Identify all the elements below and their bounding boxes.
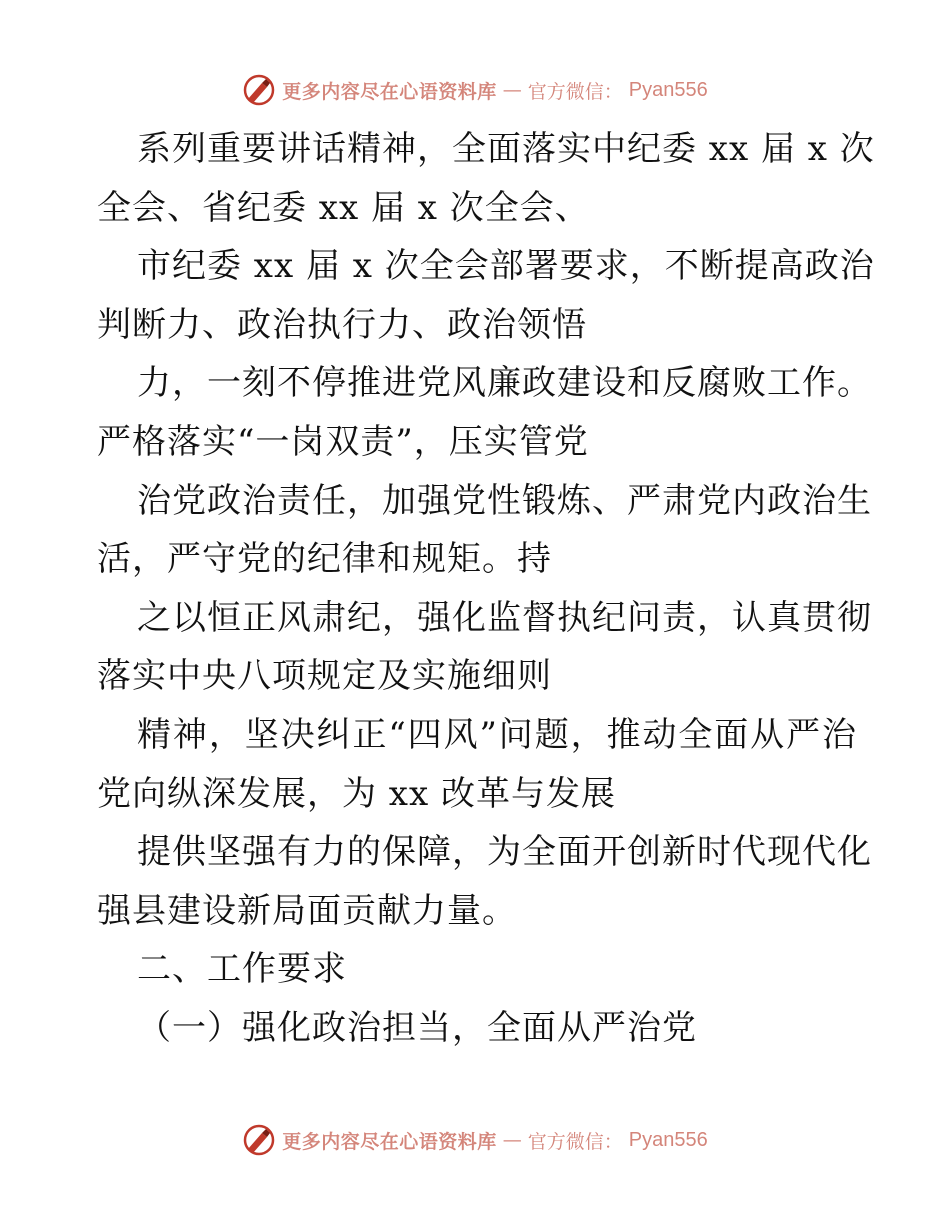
pen-logo-icon (242, 73, 276, 107)
text-line: 系列重要讲话精神，全面落实中纪委 xx 届 x 次 (137, 129, 875, 169)
watermark-separator: — (502, 1129, 522, 1151)
text-line: 活，严守党的纪律和规矩。持 (97, 539, 552, 580)
text-line: 全会、省纪委 xx 届 x 次全会、 (97, 187, 590, 228)
section-heading: 二、工作要求 (137, 949, 347, 990)
text-line: 市纪委 xx 届 x 次全会部署要求，不断提高政治 (137, 246, 875, 287)
text-line: 严格落实“一岗双责”，压实管党 (97, 421, 589, 462)
text-line: 落实中央八项规定及实施细则 (97, 656, 552, 697)
text-line: 提供坚强有力的保障，为全面开创新时代现代化 (137, 832, 872, 873)
text-line: 强县建设新局面贡献力量。 (97, 890, 517, 931)
footer-watermark (0, 1122, 950, 1158)
text-line: 治党政治责任，加强党性锻炼、严肃党内政治生 (137, 480, 872, 521)
text-line: 之以恒正风肃纪，强化监督执纪问责，认真贯彻 (137, 597, 872, 638)
text-line: 党向纵深发展，为 xx 改革与发展 (97, 773, 616, 814)
subsection-heading: （一）强化政治担当，全面从严治党 (137, 1007, 697, 1048)
header-watermark (0, 72, 950, 108)
pen-logo-icon (242, 1123, 276, 1157)
text-line: 精神，坚决纠正“四风”问题，推动全面从严治 (137, 714, 857, 755)
watermark-main-text: 更多内容尽在心语资料库 (282, 80, 497, 103)
watermark-wechat-id: Pyan556 (628, 78, 708, 101)
text-line: 力，一刻不停推进党风廉政建设和反腐败工作。 (137, 363, 872, 404)
watermark-wechat-label: 官方微信： (527, 80, 623, 103)
watermark-wechat-id: Pyan556 (628, 1128, 708, 1151)
watermark-separator: — (502, 79, 522, 101)
watermark-main-text: 更多内容尽在心语资料库 (282, 1130, 497, 1153)
watermark-wechat-label: 官方微信： (527, 1130, 623, 1153)
text-line: 判断力、政治执行力、政治领悟 (97, 304, 587, 345)
document-body (97, 120, 875, 1058)
